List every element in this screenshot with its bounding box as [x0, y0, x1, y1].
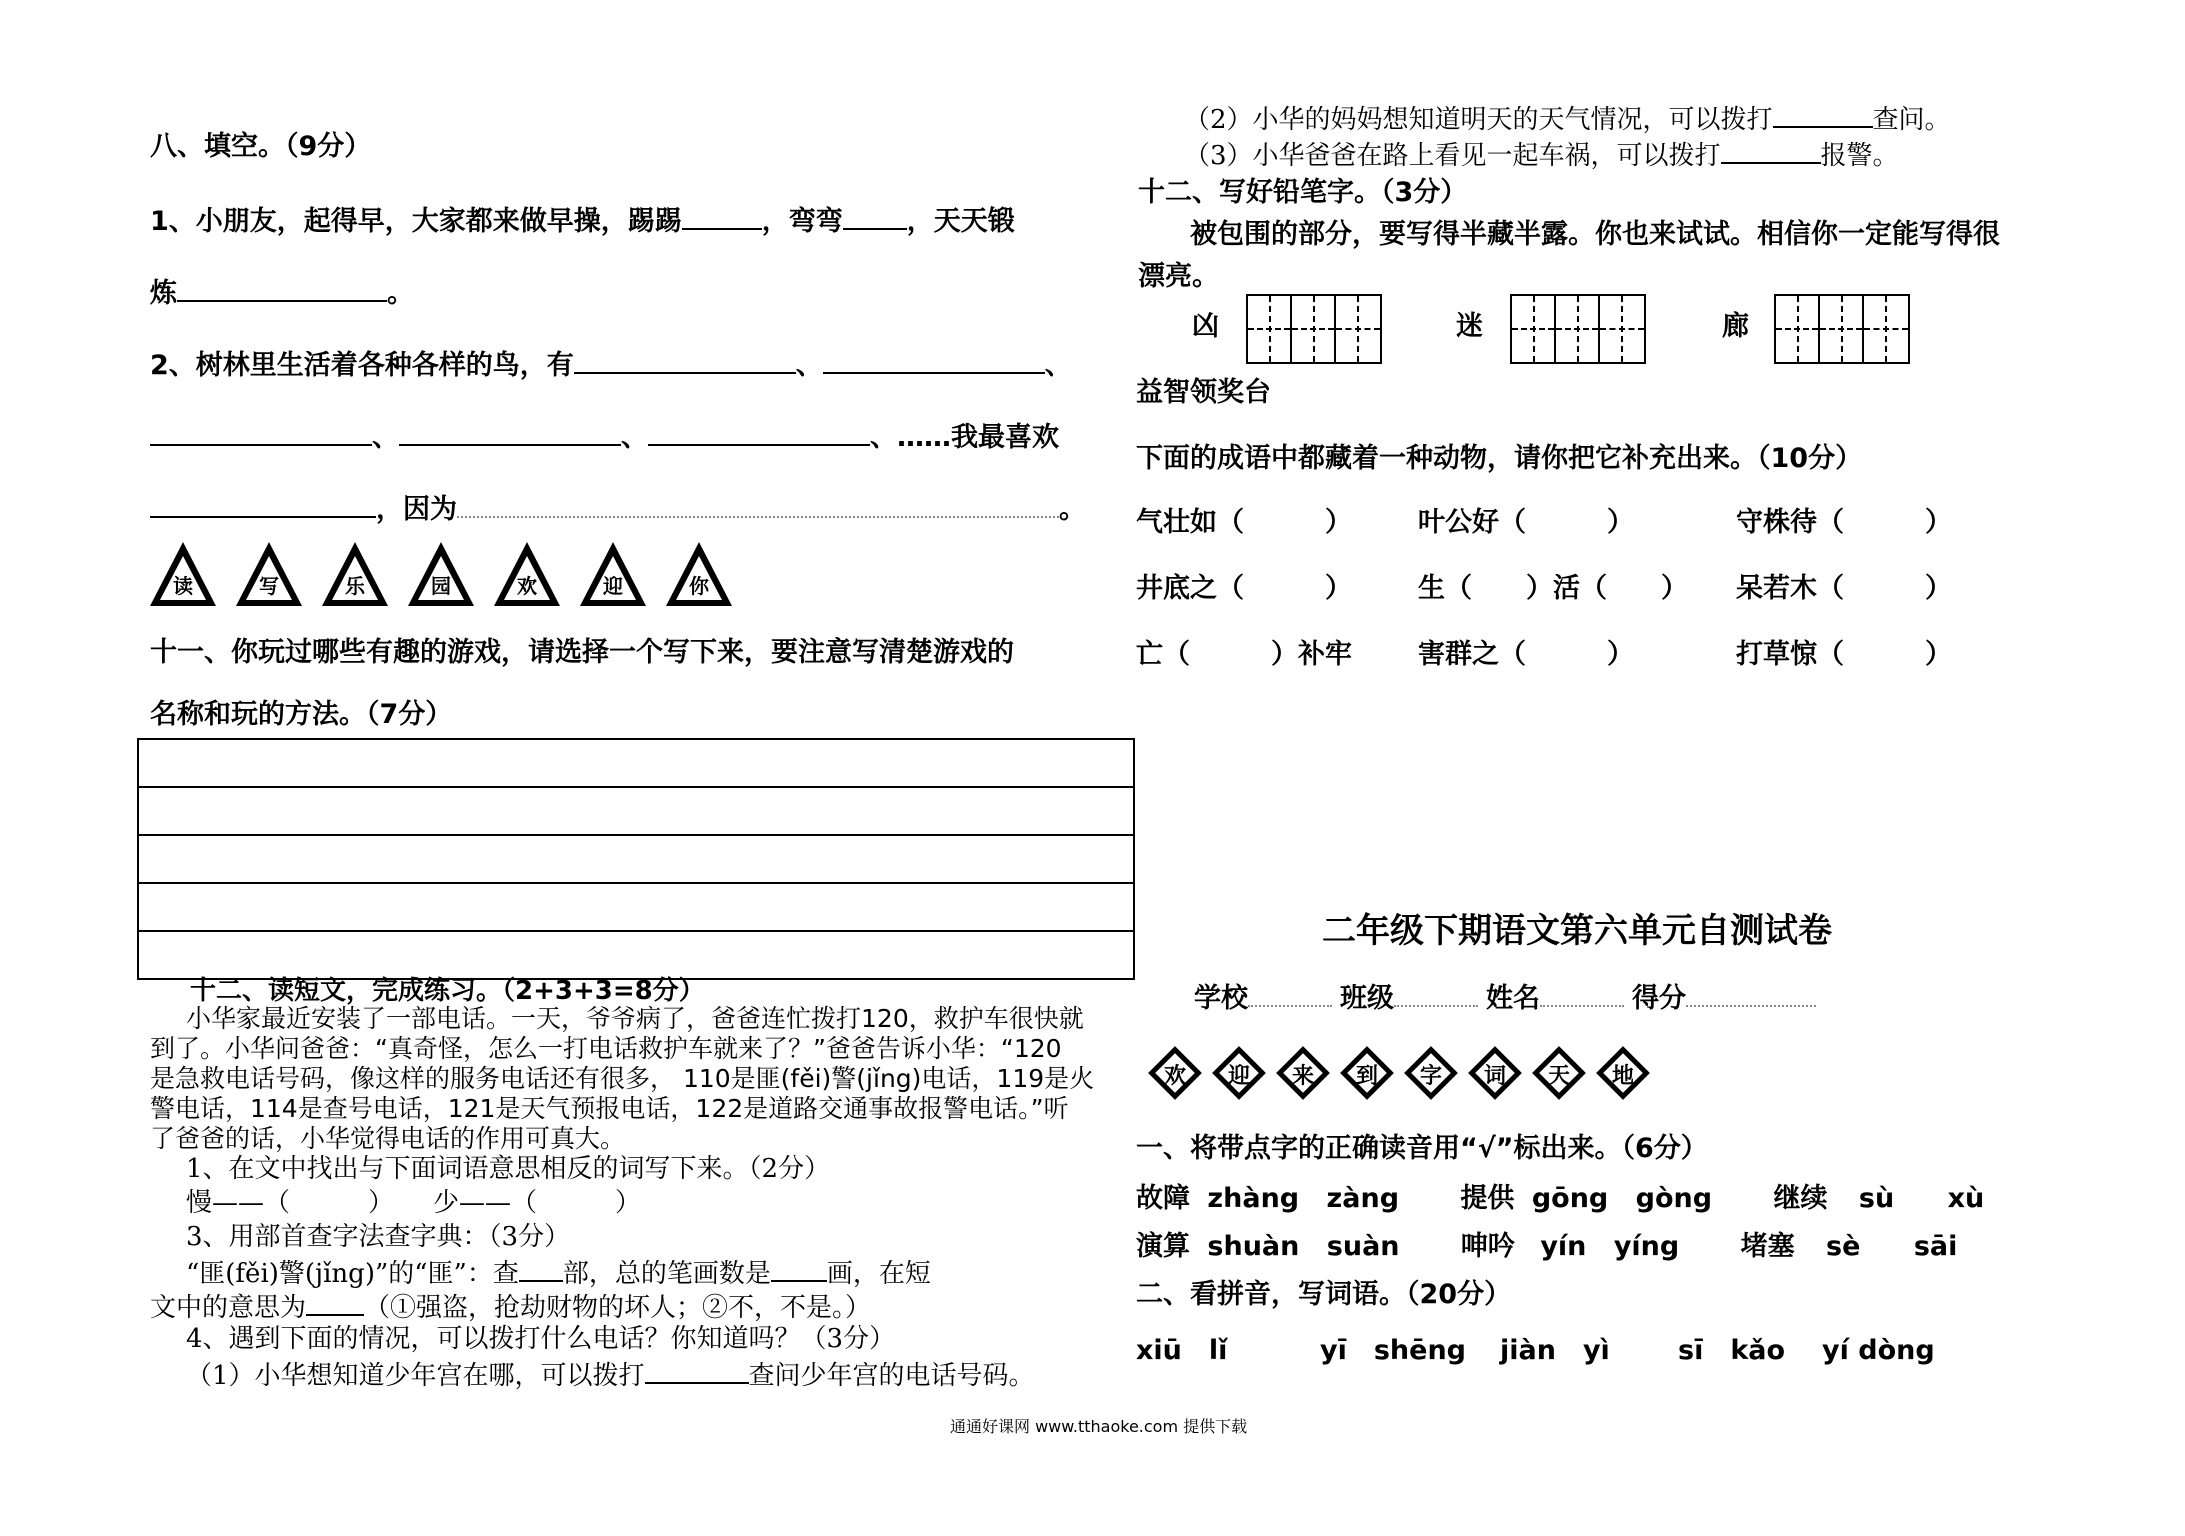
diamond-char: 地 — [1611, 1063, 1634, 1089]
pinyin-option[interactable]: yín — [1540, 1231, 1587, 1262]
exam-title: 二年级下期语文第六单元自测试卷 — [1322, 911, 1832, 951]
idiom-row — [1136, 506, 1952, 540]
pinyin-option[interactable]: zàng — [1326, 1183, 1400, 1214]
section-2-title: 二、看拼音，写词语。（20分） — [1136, 1279, 1512, 1310]
diamond-char: 迎 — [1227, 1063, 1250, 1089]
answer-blank[interactable] — [645, 1356, 749, 1384]
target-word: 呻吟 — [1460, 1231, 1515, 1262]
practice-char-2: 迷 — [1456, 311, 1483, 342]
reading-q3-meaning: 文中的意思为 （①强盗，抢劫财物的坏人；②不，不是。） — [150, 1288, 871, 1325]
idiom-item[interactable]: 守株待（ ） — [1736, 507, 1952, 538]
answer-blank[interactable] — [574, 346, 796, 374]
reading-q1: 1、在文中找出与下面词语意思相反的词写下来。（2分） — [186, 1154, 831, 1184]
answer-blank[interactable] — [1773, 100, 1873, 128]
passage-line: 是急救电话号码，像这样的服务电话还有很多， 110是匪(fěi)警(jǐng)电话，119是火 — [150, 1064, 1095, 1093]
diamond-char: 字 — [1419, 1063, 1442, 1089]
diamond-char: 欢 — [1163, 1063, 1186, 1089]
reading-title: 十二、读短文，完成练习。（2+3+3=8分） — [190, 976, 705, 1006]
pinyin-word: sī kǎo — [1678, 1335, 1786, 1366]
puzzle-instruction: 下面的成语中都藏着一种动物，请你把它补充出来。（10分） — [1136, 443, 1863, 474]
writing-grid[interactable] — [1510, 294, 1646, 364]
passage-line: 了爸爸的话，小华觉得电话的作用可真大。 — [150, 1124, 626, 1153]
pinyin-option[interactable]: zhàng — [1207, 1183, 1300, 1214]
banner-diamonds — [1148, 1046, 1650, 1100]
puzzle-title: 益智领奖台 — [1136, 377, 1271, 408]
answer-blank[interactable] — [457, 494, 1059, 518]
triangle-char: 园 — [431, 574, 451, 598]
reading-q4: 4、遇到下面的情况，可以拨打什么电话？你知道吗？（3分） — [186, 1324, 896, 1354]
pinyin-option[interactable]: sāi — [1913, 1231, 1958, 1262]
idiom-item[interactable]: 呆若木（ ） — [1736, 573, 1952, 604]
triangle-char: 迎 — [603, 574, 623, 598]
triangle-badge — [664, 540, 734, 608]
target-word: 堵塞 — [1740, 1231, 1795, 1262]
answer-blank[interactable] — [150, 490, 376, 518]
answer-blank[interactable] — [1721, 136, 1821, 164]
pinyin-choice-row — [1136, 1230, 1957, 1264]
answer-blank[interactable] — [306, 1288, 364, 1316]
idiom-item[interactable]: 气壮如（ ） — [1136, 507, 1352, 538]
reading-q4-1: （1）小华想知道少年宫在哪，可以拨打 查问少年宫的电话号码。 — [186, 1356, 1035, 1393]
idiom-item[interactable]: 生（ ）活（ ） — [1418, 573, 1688, 604]
pinyin-word: yí dòng — [1822, 1335, 1935, 1366]
pinyin-option[interactable]: suàn — [1326, 1231, 1400, 1262]
target-word: 继续 — [1773, 1183, 1828, 1214]
pinyin-option[interactable]: shuàn — [1207, 1231, 1300, 1262]
fill-question-2-cont: 、 、 、……我最喜欢 — [150, 418, 1059, 455]
answer-blank[interactable] — [519, 1254, 563, 1282]
answer-blank[interactable] — [177, 274, 387, 302]
answer-blank[interactable] — [399, 418, 621, 446]
pinyin-option[interactable]: gòng — [1635, 1183, 1713, 1214]
answer-blank[interactable] — [150, 418, 372, 446]
reading-q3: 3、用部首查字法查字典：（3分） — [186, 1222, 571, 1252]
triangle-char: 乐 — [345, 574, 365, 598]
answer-blank[interactable] — [823, 346, 1045, 374]
reading-q4-2: （2）小华的妈妈想知道明天的天气情况，可以拨打 查问。 — [1184, 100, 1951, 137]
pinyin-option[interactable]: yíng — [1613, 1231, 1680, 1262]
fill-question-2-reason: ，因为 。 — [150, 490, 1086, 527]
target-word: 演算 — [1136, 1231, 1190, 1262]
pinyin-option[interactable]: gōng — [1531, 1183, 1609, 1214]
triangle-badge — [578, 540, 648, 608]
practice-char-1: 凶 — [1192, 311, 1219, 342]
section-8-title: 八、填空。（9分） — [150, 131, 372, 162]
idiom-item[interactable]: 叶公好（ ） — [1418, 507, 1634, 538]
fill-question-1-cont: 炼 。 — [150, 274, 414, 311]
section-1-title: 一、将带点字的正确读音用“√”标出来。（6分） — [1136, 1133, 1708, 1164]
diamond-char: 词 — [1483, 1063, 1506, 1089]
pinyin-choice-row — [1136, 1182, 1984, 1216]
diamond-badge — [1404, 1046, 1458, 1100]
writing-box[interactable] — [137, 738, 1135, 980]
pinyin-word: xiū lǐ — [1136, 1335, 1228, 1366]
pinyin-words-row — [1136, 1334, 1935, 1368]
triangle-badge — [320, 540, 390, 608]
diamond-badge — [1340, 1046, 1394, 1100]
reading-q4-3: （3）小华爸爸在路上看见一起车祸，可以拨打 报警。 — [1184, 136, 1899, 173]
triangle-badge — [234, 540, 304, 608]
answer-blank[interactable] — [682, 202, 762, 230]
diamond-badge — [1212, 1046, 1266, 1100]
diamond-badge — [1148, 1046, 1202, 1100]
diamond-badge — [1276, 1046, 1330, 1100]
section-11-title-cont: 名称和玩的方法。（7分） — [150, 699, 453, 730]
diamond-char: 天 — [1547, 1063, 1570, 1089]
pinyin-option[interactable]: sù — [1858, 1183, 1895, 1214]
passage-line: 到了。小华问爸爸：“真奇怪，怎么一打电话救护车就来了？”爸爸告诉小华：“120 — [150, 1034, 1062, 1063]
target-word: 提供 — [1460, 1183, 1515, 1214]
diamond-badge — [1468, 1046, 1522, 1100]
passage-line: 小华家最近安装了一部电话。一天，爷爷病了，爸爸连忙拨打120，救护车很快就 — [186, 1004, 1084, 1033]
triangle-char: 读 — [173, 574, 193, 598]
section-12-text-cont: 漂亮。 — [1138, 261, 1219, 292]
section-12-text: 被包围的部分，要写得半藏半露。你也来试试。相信你一定能写得很 — [1190, 219, 2000, 250]
answer-blank[interactable] — [771, 1254, 827, 1282]
fill-question-2: 2、树林里生活着各种各样的鸟，有 、 、 — [150, 346, 1072, 383]
idiom-item[interactable]: 井底之（ ） — [1136, 573, 1352, 604]
name-field[interactable] — [1540, 983, 1624, 1007]
writing-grid[interactable] — [1246, 294, 1382, 364]
answer-blank[interactable] — [648, 418, 870, 446]
section-11-title: 十一、你玩过哪些有趣的游戏，请选择一个写下来，要注意写清楚游戏的 — [150, 637, 1014, 668]
triangle-char: 你 — [689, 574, 709, 598]
pinyin-word: jiàn yì — [1500, 1335, 1610, 1366]
fill-question-1: 1、小朋友，起得早，大家都来做早操，踢踢 ，弯弯 ，天天锻 — [150, 202, 1015, 239]
footer-source: 通通好课网 www.tthaoke.com 提供下载 — [950, 1417, 1248, 1436]
score-field[interactable] — [1686, 983, 1816, 1007]
idiom-row — [1136, 638, 1952, 672]
triangle-char: 写 — [259, 574, 279, 598]
pinyin-option[interactable]: sè — [1826, 1231, 1861, 1262]
banner-triangles — [148, 540, 734, 608]
class-field[interactable] — [1394, 983, 1478, 1007]
triangle-badge — [406, 540, 476, 608]
pinyin-option[interactable]: xù — [1947, 1183, 1985, 1214]
answer-blank[interactable] — [843, 202, 907, 230]
idiom-item[interactable]: 害群之（ ） — [1418, 639, 1634, 670]
idiom-row — [1136, 572, 1952, 606]
diamond-char: 到 — [1355, 1063, 1378, 1089]
passage-line: 警电话，114是查号电话，121是天气预报电话，122是道路交通事故报警电话。”听 — [150, 1094, 1069, 1123]
reading-passage — [150, 1004, 1094, 1154]
diamond-char: 来 — [1291, 1063, 1314, 1089]
idiom-item[interactable]: 亡（ ）补牢 — [1136, 639, 1352, 670]
idiom-item[interactable]: 打草惊（ ） — [1736, 639, 1952, 670]
practice-char-3: 廊 — [1722, 311, 1749, 342]
writing-grid[interactable] — [1774, 294, 1910, 364]
school-field[interactable] — [1248, 983, 1332, 1007]
reading-q1-pair[interactable]: 慢——（ ） 少——（ ） — [186, 1188, 642, 1218]
reading-q3-line: “匪(fěi)警(jǐng)”的“匪”：查 部，总的笔画数是 画，在短 — [186, 1254, 931, 1291]
pinyin-word: yī shēng — [1320, 1335, 1467, 1366]
section-12-title: 十二、写好铅笔字。（3分） — [1138, 177, 1468, 208]
triangle-badge — [148, 540, 218, 608]
student-info: 学校 班级 姓名 得分 — [1194, 982, 1816, 1016]
diamond-badge — [1596, 1046, 1650, 1100]
triangle-char: 欢 — [517, 574, 537, 598]
triangle-badge — [492, 540, 562, 608]
diamond-badge — [1532, 1046, 1586, 1100]
target-word: 故障 — [1136, 1183, 1190, 1214]
